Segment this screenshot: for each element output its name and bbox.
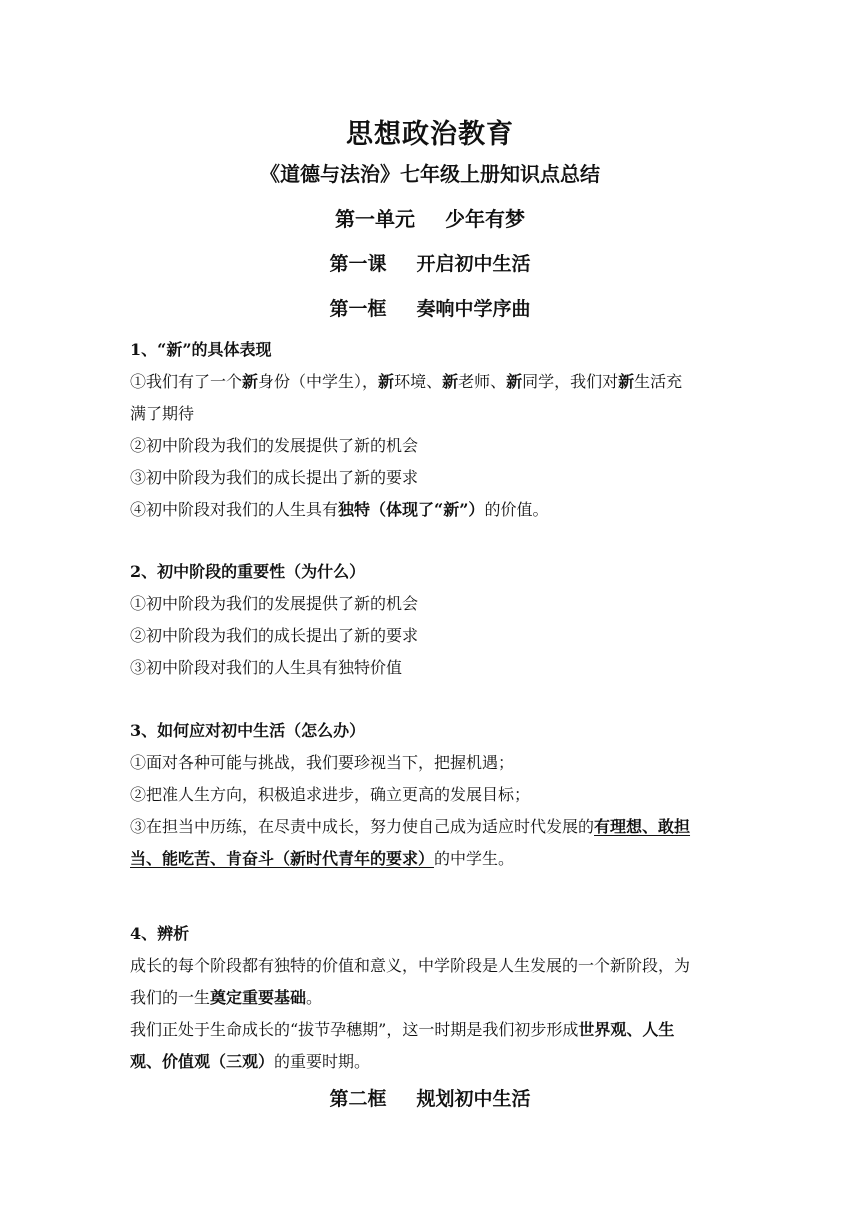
text-run: ④初中阶段对我们的人生具有 (130, 500, 339, 519)
text-run: 身份（中学生）， (258, 372, 379, 391)
unit-label: 第一单元 (335, 207, 415, 231)
section-4 (130, 918, 734, 1078)
section-1-line-3: ②初中阶段为我们的发展提供了新的机会 (130, 436, 419, 455)
section-1 (130, 334, 734, 526)
section-1-line-5 (130, 494, 734, 526)
lesson-name: 开启初中生活 (416, 253, 531, 275)
section-1-heading: 1、“新”的具体表现 (130, 340, 272, 359)
bold-run: 新 (506, 372, 523, 391)
frame2-label: 第二框 (329, 1088, 387, 1110)
section-2-heading: 2、初中阶段的重要性（为什么） (130, 562, 366, 581)
underlined-bold-run: 当、能吃苦、肯奋斗（新时代青年的要求） (130, 849, 435, 868)
bold-run: 新 (242, 372, 259, 391)
section-4-line-4 (130, 1046, 734, 1078)
text-run: 我们正处于生命成长的“拔节孕穗期”，这一时期是我们初步形成 (130, 1020, 579, 1039)
section-3 (130, 715, 734, 875)
section-2-line-3: ③初中阶段对我们的人生具有独特价值 (130, 658, 403, 677)
section-4-line-3 (130, 1014, 734, 1046)
text-run: ①我们有了一个 (130, 372, 243, 391)
document-title: 思想政治教育 (346, 119, 514, 150)
section-3-heading: 3、如何应对初中生活（怎么办） (130, 721, 366, 740)
lesson-label: 第一课 (329, 253, 387, 275)
bold-run: 观、价值观（三观） (130, 1052, 275, 1071)
text-run: ③在担当中历练，在尽责中成长，努力使自己成为适应时代发展的 (130, 817, 595, 836)
section-4-line-2 (130, 982, 734, 1014)
text-run: 的价值。 (484, 500, 549, 519)
section-2-line-2: ②初中阶段为我们的成长提出了新的要求 (130, 626, 419, 645)
document-subtitle: 《道德与法治》七年级上册知识点总结 (260, 162, 600, 186)
bold-run: 世界观、人生 (578, 1020, 675, 1039)
section-2-line-1: ①初中阶段为我们的发展提供了新的机会 (130, 594, 419, 613)
text-run: 生活充 (634, 372, 683, 391)
bold-run: 独特（体现了“新”） (338, 500, 485, 519)
section-3-line-4 (130, 843, 734, 875)
bold-run: 新 (618, 372, 635, 391)
section-1-line-4: ③初中阶段为我们的成长提出了新的要求 (130, 468, 419, 487)
bold-run: 新 (378, 372, 395, 391)
underlined-bold-run: 有理想、敢担 (594, 817, 691, 836)
bold-run: 新 (442, 372, 459, 391)
text-run: 的重要时期。 (274, 1052, 371, 1071)
frame1-name: 奏响中学序曲 (416, 298, 531, 320)
section-1-line-1 (130, 366, 734, 398)
section-2 (130, 556, 734, 684)
frame1-label: 第一框 (329, 298, 387, 320)
frame1-heading (0, 294, 860, 321)
text-run: 的中学生。 (434, 849, 515, 868)
section-4-line-1: 成长的每个阶段都有独特的价值和意义，中学阶段是人生发展的一个新阶段，为 (130, 956, 691, 975)
text-run: 同学，我们对 (522, 372, 619, 391)
unit-heading (0, 203, 860, 232)
text-run: 。 (306, 988, 323, 1007)
text-run: 老师、 (458, 372, 507, 391)
section-1-line-2: 满了期待 (130, 404, 195, 423)
section-4-heading: 4、辨析 (130, 924, 190, 943)
text-run: 环境、 (394, 372, 443, 391)
section-3-line-2: ②把准人生方向，积极追求进步，确立更高的发展目标； (130, 785, 531, 804)
section-3-line-3 (130, 811, 734, 843)
lesson-heading (0, 249, 860, 276)
bold-run: 奠定重要基础 (210, 988, 307, 1007)
frame2-heading (0, 1084, 860, 1111)
unit-name: 少年有梦 (445, 207, 525, 231)
text-run: 我们的一生 (130, 988, 211, 1007)
section-3-line-1: ①面对各种可能与挑战，我们要珍视当下，把握机遇； (130, 753, 515, 772)
frame2-name: 规划初中生活 (416, 1088, 531, 1110)
